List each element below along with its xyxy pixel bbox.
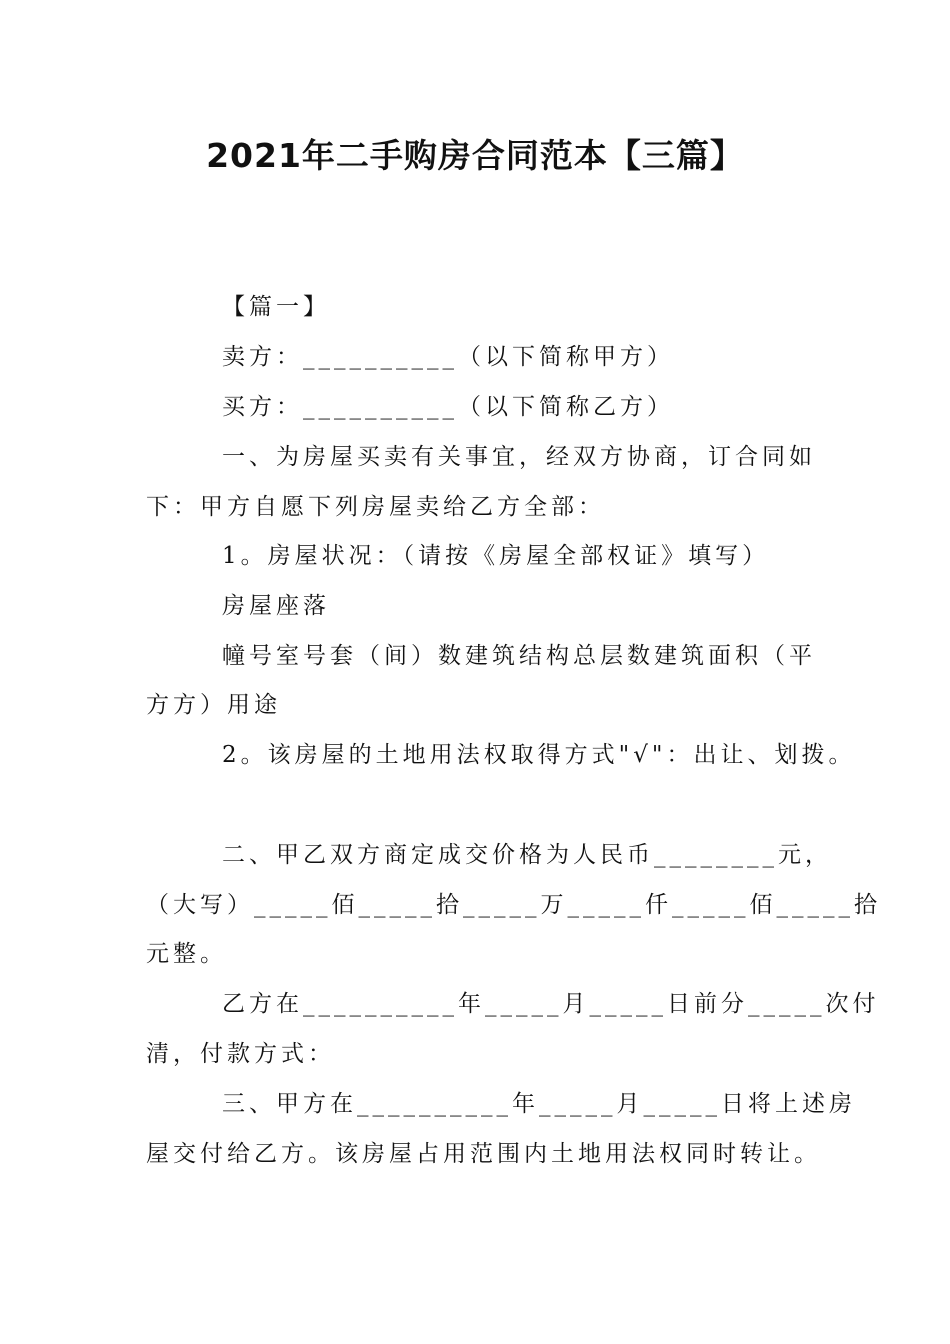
payment-line-1: 乙方在__________年_____月_____日前分_____次付 [222, 991, 880, 1017]
house-location-line: 房屋座落 [222, 593, 330, 619]
clause-2-line-3: 元整。 [146, 941, 227, 967]
land-rights-line: 2。该房屋的土地用法权取得方式"√"：出让、划拨。 [222, 742, 856, 768]
house-status-line: 1。房屋状况：（请按《房屋全部权证》填写） [222, 543, 770, 569]
clause-3-line-1: 三、甲方在__________年_____月_____日将上述房 [222, 1091, 856, 1117]
clause-2-line-1: 二、甲乙双方商定成交价格为人民币________元， [222, 842, 832, 868]
buyer-line: 买方：__________（以下简称乙方） [222, 394, 674, 420]
payment-line-2: 清，付款方式： [146, 1041, 335, 1067]
house-details-line-1: 幢号室号套（间）数建筑结构总层数建筑面积（平 [222, 643, 816, 669]
house-details-line-2: 方方）用途 [146, 692, 281, 718]
seller-line: 卖方：__________（以下简称甲方） [222, 344, 674, 370]
clause-3-line-2: 屋交付给乙方。该房屋占用范围内土地用法权同时转让。 [146, 1141, 821, 1167]
clause-1-line-2: 下：甲方自愿下列房屋卖给乙方全部： [146, 494, 605, 520]
document-title: 2021年二手购房合同范本【三篇】 [206, 136, 744, 175]
clause-1-line-1: 一、为房屋买卖有关事宜，经双方协商，订合同如 [222, 444, 816, 470]
clause-2-line-2: （大写）_____佰_____拾_____万_____仟_____佰_____拾 [146, 892, 881, 918]
section-heading: 【篇一】 [222, 294, 330, 320]
